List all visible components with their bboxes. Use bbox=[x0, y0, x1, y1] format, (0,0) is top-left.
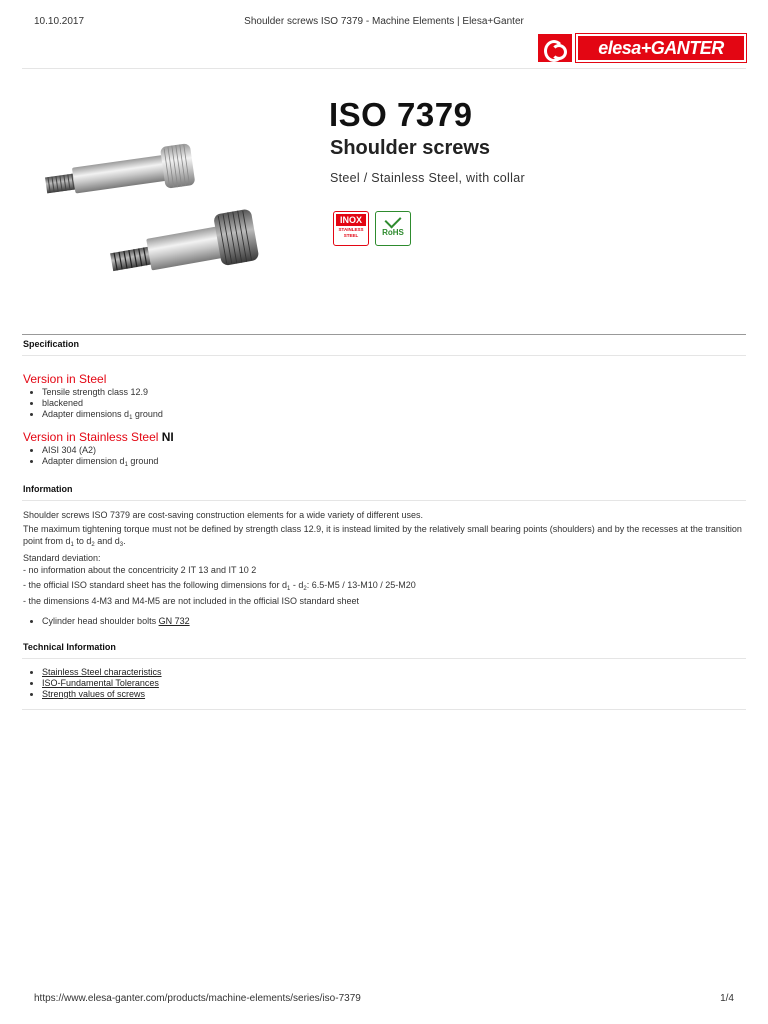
version-stainless-list bbox=[23, 445, 158, 467]
information-heading: Information bbox=[23, 484, 73, 494]
version-stainless-title bbox=[23, 430, 174, 444]
list-item: • Adapter dimensions $d_1$ ground bbox=[42, 409, 163, 420]
inox-badge-sublabel: STAINLESS STEEL bbox=[338, 227, 364, 238]
version-steel-list bbox=[23, 387, 163, 420]
deviation-heading: Standard deviation: bbox=[23, 553, 101, 563]
screw-upper bbox=[43, 143, 195, 205]
print-url: https://www.elesa-ganter.com/products/machine-elements/series/iso-7379 bbox=[34, 993, 361, 1004]
list-item: • Tensile strength class 12.9 bbox=[42, 387, 163, 398]
version-steel-title: Version in Steel bbox=[23, 372, 107, 386]
specification-divider bbox=[22, 355, 746, 356]
print-footer bbox=[34, 993, 734, 1005]
list-item bbox=[42, 667, 162, 678]
logo-wordmark: elesa+GANTER bbox=[576, 34, 746, 62]
print-title: Shoulder screws ISO 7379 - Machine Elements | Elesa+Ganter bbox=[244, 16, 524, 27]
strength-values-link[interactable]: Strength values of screws bbox=[42, 689, 146, 699]
specification-heading: Specification bbox=[23, 339, 80, 349]
related-products-list bbox=[23, 616, 190, 627]
product-subtitle: Steel / Stainless Steel, with collar bbox=[330, 171, 525, 185]
gn-732-link[interactable]: GN 732 bbox=[158, 616, 190, 626]
information-torque: The maximum tightening torque must not be defined by strength class 12.9, it is instead limited by the relatively small bearing points (shoulders) and by the recesses at the transition point from $d_1$ to $d_2$ and $d_3$. bbox=[23, 524, 742, 548]
product-code: ISO 7379 bbox=[329, 96, 473, 133]
information-divider bbox=[22, 500, 746, 501]
print-date: 10.10.2017 bbox=[34, 16, 85, 27]
information-intro: Shoulder screws ISO 7379 are cost-saving construction elements for a wide variety of different uses. bbox=[23, 510, 424, 520]
version-stainless-code: NI bbox=[161, 430, 174, 444]
list-item: • Adapter dimension $d_1$ ground bbox=[42, 456, 158, 467]
product-name: Shoulder screws bbox=[330, 137, 491, 159]
technical-links-list bbox=[23, 667, 162, 700]
inox-badge-label: INOX bbox=[336, 214, 366, 226]
technical-divider bbox=[22, 658, 746, 659]
print-header bbox=[34, 16, 734, 30]
deviation-item: - the dimensions 4-M3 and M4-M5 are not included in the official ISO standard sheet bbox=[23, 596, 360, 606]
elesa-ganter-logo[interactable] bbox=[538, 34, 746, 62]
technical-heading: Technical Information bbox=[23, 642, 116, 652]
list-item bbox=[42, 689, 162, 700]
product-image bbox=[30, 115, 300, 285]
list-item bbox=[42, 616, 190, 627]
inox-badge bbox=[333, 211, 369, 246]
deviation-item: - no information about the concentricity 2 IT 13 and IT 10 2 bbox=[23, 565, 257, 575]
list-item: • AISI 304 (A2) bbox=[42, 445, 158, 456]
list-item: • blackened bbox=[42, 398, 163, 409]
check-icon bbox=[385, 212, 402, 229]
technical-bottom-rule bbox=[22, 709, 746, 710]
page-number: 1/4 bbox=[720, 993, 734, 1004]
header-divider bbox=[22, 68, 746, 69]
specification-top-rule bbox=[22, 334, 746, 335]
list-item bbox=[42, 678, 162, 689]
iso-tolerances-link[interactable]: ISO-Fundamental Tolerances bbox=[42, 678, 159, 688]
version-stainless-label: Version in Stainless Steel bbox=[23, 430, 159, 444]
screw-lower bbox=[107, 208, 260, 285]
rohs-badge bbox=[375, 211, 411, 246]
deviation-item: - the official ISO standard sheet has the following dimensions for $d_1 - d_2$: 6.5-M5 / 13-M10 / 25-M20 bbox=[23, 580, 416, 592]
stainless-steel-link[interactable]: Stainless Steel characteristics bbox=[42, 667, 162, 677]
related-text: Cylinder head shoulder bolts bbox=[42, 616, 159, 626]
logo-mark-icon bbox=[538, 34, 572, 62]
rohs-badge-label: RoHS bbox=[382, 228, 404, 237]
